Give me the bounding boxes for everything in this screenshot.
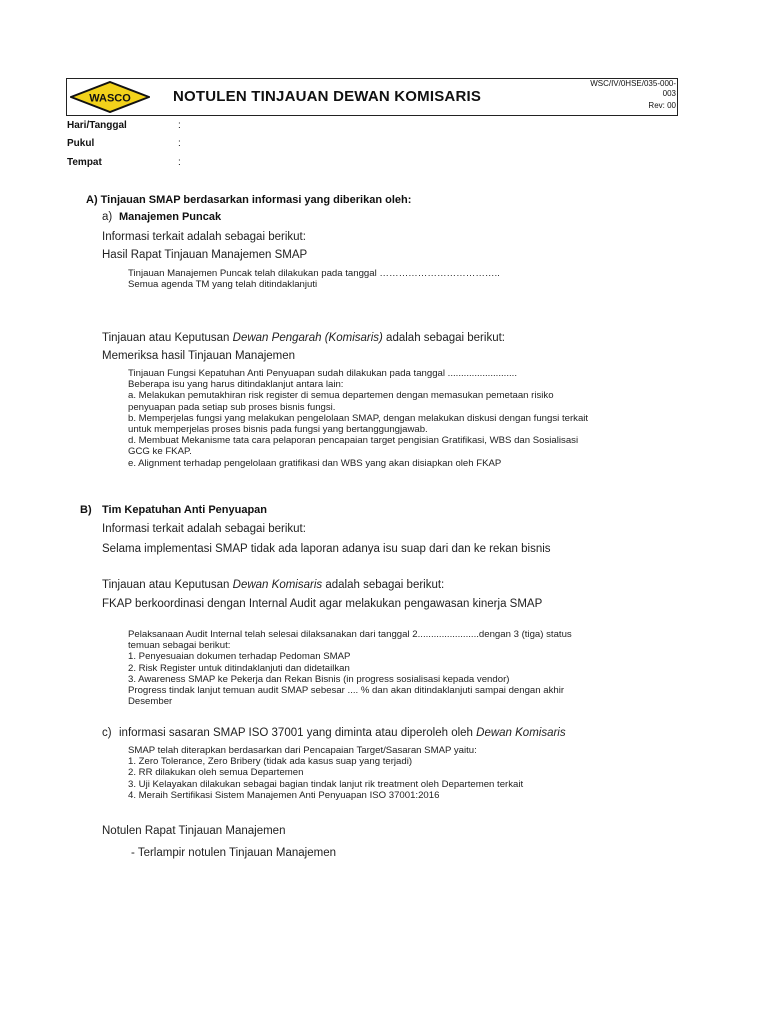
heading-prefix: informasi sasaran SMAP ISO 37001 yang diminta atau diperoleh oleh	[119, 727, 477, 739]
heading-italic: Dewan Komisaris	[476, 727, 566, 739]
review-prefix: Tinjauan atau Keputusan	[102, 332, 233, 344]
section-b-coordination: FKAP berkoordinasi dengan Internal Audit agar melakukan pengawasan kinerja SMAP	[102, 598, 543, 610]
list-item: GCG ke FKAP.	[128, 446, 192, 458]
meta-label-time: Pukul	[67, 138, 95, 149]
section-a-sub-title: Manajemen Puncak	[119, 211, 222, 223]
list-item: Pelaksanaan Audit Internal telah selesai dilaksanakan dari tanggal 2.......................dengan 3 (tiga) status	[128, 629, 572, 640]
meta-colon-time: :	[178, 138, 181, 149]
list-item: Tinjauan Manajemen Puncak telah dilakukan pada tanggal ………………………………..	[128, 268, 500, 279]
notes-title: Notulen Rapat Tinjauan Manajemen	[102, 825, 286, 837]
list-item: penyuapan pada setiap sub proses bisnis fungsi.	[128, 401, 336, 413]
section-b-audit-list	[128, 629, 572, 707]
logo-text: WASCO	[89, 92, 131, 105]
review-suffix: adalah sebagai berikut:	[322, 579, 445, 591]
list-item: temuan sebagai berikut:	[128, 640, 231, 652]
section-a-info-intro: Informasi terkait adalah sebagai berikut:	[102, 231, 306, 243]
section-b-heading: Tim Kepatuhan Anti Penyuapan	[102, 504, 268, 516]
document-code: WSC/IV/0HSE/035-000-003	[590, 79, 676, 98]
section-a-result-list	[128, 268, 500, 290]
review-suffix: adalah sebagai berikut:	[382, 332, 505, 344]
list-item: 1. Zero Tolerance, Zero Bribery (tidak ada kasus suap yang terjadi)	[128, 756, 413, 768]
wasco-logo	[70, 81, 150, 113]
review-italic: Dewan Komisaris	[232, 579, 323, 591]
list-item: 4. Meraih Sertifikasi Sistem Manajemen Anti Penyuapan ISO 37001:2016	[128, 789, 440, 801]
section-b-review-line	[102, 579, 444, 591]
meta-label-date: Hari/Tanggal	[67, 120, 127, 131]
section-b-info-line: Selama implementasi SMAP tidak ada laporan adanya isu suap dari dan ke rekan bisnis	[102, 543, 551, 555]
notes-item: - Terlampir notulen Tinjauan Manajemen	[131, 847, 336, 859]
document-title: NOTULEN TINJAUAN DEWAN KOMISARIS	[173, 88, 482, 105]
meta-colon-place: :	[178, 157, 181, 168]
list-item: 2. RR dilakukan oleh semua Departemen	[128, 767, 304, 779]
section-a-meeting-result: Hasil Rapat Tinjauan Manajemen SMAP	[102, 249, 308, 261]
section-b-info-intro: Informasi terkait adalah sebagai berikut:	[102, 523, 306, 535]
meta-label-place: Tempat	[67, 157, 102, 168]
section-c-heading	[119, 727, 566, 739]
list-item: SMAP telah diterapkan berdasarkan dari Pencapaian Target/Sasaran SMAP yaitu:	[128, 745, 477, 756]
list-item: Progress tindak lanjut temuan audit SMAP sebesar .... % dan akan ditindaklanjuti sampai dengan akhir	[128, 685, 565, 697]
section-a-check-result: Memeriksa hasil Tinjauan Manajemen	[102, 350, 296, 362]
section-c-list	[128, 745, 523, 801]
list-item: Beberapa isu yang harus ditindaklanjut antara lain:	[128, 379, 344, 391]
list-item: d. Membuat Mekanisme tata cara pelaporan pencapaian target pengisian Gratifikasi, WBS dan Sosialisasi	[128, 435, 579, 447]
list-item: Desember	[128, 696, 173, 708]
list-item: Semua agenda TM yang telah ditindaklanjuti	[128, 279, 318, 291]
section-a-sub-marker: a)	[102, 211, 113, 223]
list-item: e. Alignment terhadap pengelolaan gratifikasi dan WBS yang akan disiapkan oleh FKAP	[128, 457, 502, 469]
list-item: a. Melakukan pemutakhiran risk register di semua departemen dengan memasukan pemetaan risiko	[128, 390, 554, 402]
list-item: 3. Uji Kelayakan dilakukan sebagai bagian tindak lanjut rik treatment oleh Departemen terkait	[128, 778, 524, 790]
review-prefix: Tinjauan atau Keputusan	[102, 579, 233, 591]
section-c-marker: c)	[102, 727, 112, 739]
list-item: 2. Risk Register untuk ditindaklanjuti dan didetailkan	[128, 662, 350, 674]
list-item: 1. Penyesuaian dokumen terhadap Pedoman SMAP	[128, 651, 351, 663]
revision-label: Rev: 00	[648, 101, 676, 110]
section-b-marker: B)	[80, 504, 92, 516]
review-italic: Dewan Pengarah (Komisaris)	[232, 332, 383, 344]
section-a-heading: A) Tinjauan SMAP berdasarkan informasi yang diberikan oleh:	[86, 194, 412, 206]
list-item: Tinjauan Fungsi Kepatuhan Anti Penyuapan sudah dilakukan pada tanggal ..........................	[128, 368, 517, 379]
list-item: untuk memperjelas proses bisnis pada fungsi yang bertanggungjawab.	[128, 424, 428, 436]
section-a-check-list	[128, 368, 588, 469]
section-a-review-line	[102, 332, 505, 344]
meta-colon-date: :	[178, 120, 181, 131]
list-item: b. Memperjelas fungsi yang melakukan pengelolaan SMAP, dengan melakukan diskusi dengan fungsi terkait	[128, 412, 589, 424]
list-item: 3. Awareness SMAP ke Pekerja dan Rekan Bisnis (in progress sosialisasi kepada vendor)	[128, 673, 510, 685]
